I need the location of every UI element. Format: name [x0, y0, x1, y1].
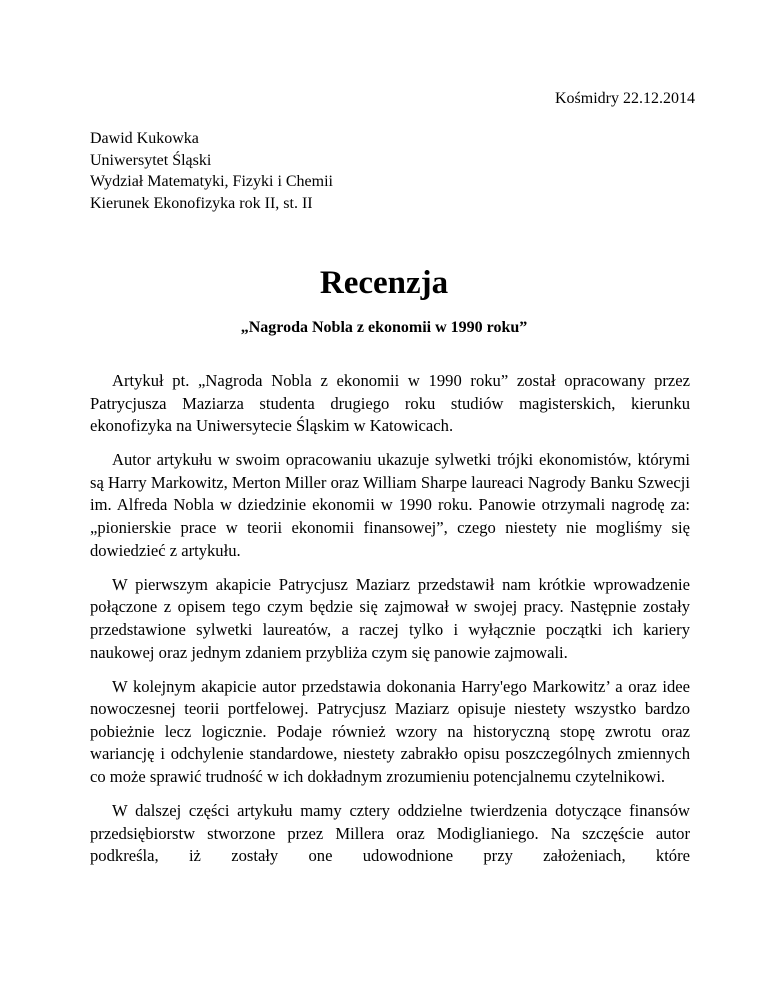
review-body — [90, 370, 690, 879]
author-name: Dawid Kukowka — [90, 130, 199, 147]
author-faculty: Wydział Matematyki, Fizyki i Chemii — [90, 173, 333, 190]
author-info — [90, 128, 333, 214]
paragraph: W dalszej części artykułu mamy cztery oddzielne twierdzenia dotyczące finansów przedsiębiorstw stworzone przez Millera oraz Modiglianiego. Na szczęście autor podkreśla, iż zostały one udowodnione przy założeniach, które — [90, 801, 690, 866]
paragraph: Artykuł pt. „Nagroda Nobla z ekonomii w 1990 roku” został opracowany przez Patrycjusza Maziarza studenta drugiego roku studiów magisterskich, kierunku ekonofizyka na Uniwersytecie Śląskim w Katowicach. — [90, 371, 690, 436]
document-title: Recenzja — [319, 265, 449, 301]
paragraph: W kolejnym akapicie autor przedstawia dokonania Harry'ego Markowitz’ a oraz idee nowoczesnej teorii portfelowej. Patrycjusz Maziarz opisuje niestety wszystko bardzo pobieżnie lecz logicznie. Podaje również wzory na historyczną stopę zwrotu oraz wariancję i odchylenie standardowe, niestety zabrakło opisu poszczególnych zmiennych co może sprawić trudność w ich dokładnym zrozumieniu potencjalnemu czytelnikowi. — [90, 676, 690, 786]
paragraph: Autor artykułu w swoim opracowaniu ukazuje sylwetki trójki ekonomistów, którymi są Harry Markowitz, Merton Miller oraz William Sharpe laureaci Nagrody Banku Szwecji im. Alfreda Nobla w dziedzinie ekonomii w 1990 roku. Panowie otrzymali nagrodę za: „pionierskie prace w teorii ekonomii finansowej”, czego niestety nie mogliśmy się dowiedzieć z artykułu. — [90, 450, 690, 560]
paragraph: W pierwszym akapicie Patrycjusz Maziarz przedstawił nam krótkie wprowadzenie połączone z opisem tego czym będzie się zajmował w swojej pracy. Następnie zostały przedstawione sylwetki laureatów, a raczej tylko i wyłącznie początki ich kariery naukowej oraz jednym zdaniem przybliża czym się panowie zajmowali. — [90, 574, 690, 662]
author-program: Kierunek Ekonofizyka rok II, st. II — [90, 194, 313, 212]
place-date: Kośmidry 22.12.2014 — [555, 90, 695, 107]
author-university: Uniwersytet Śląski — [90, 151, 212, 169]
document-subtitle: „Nagroda Nobla z ekonomii w 1990 roku” — [240, 319, 528, 336]
